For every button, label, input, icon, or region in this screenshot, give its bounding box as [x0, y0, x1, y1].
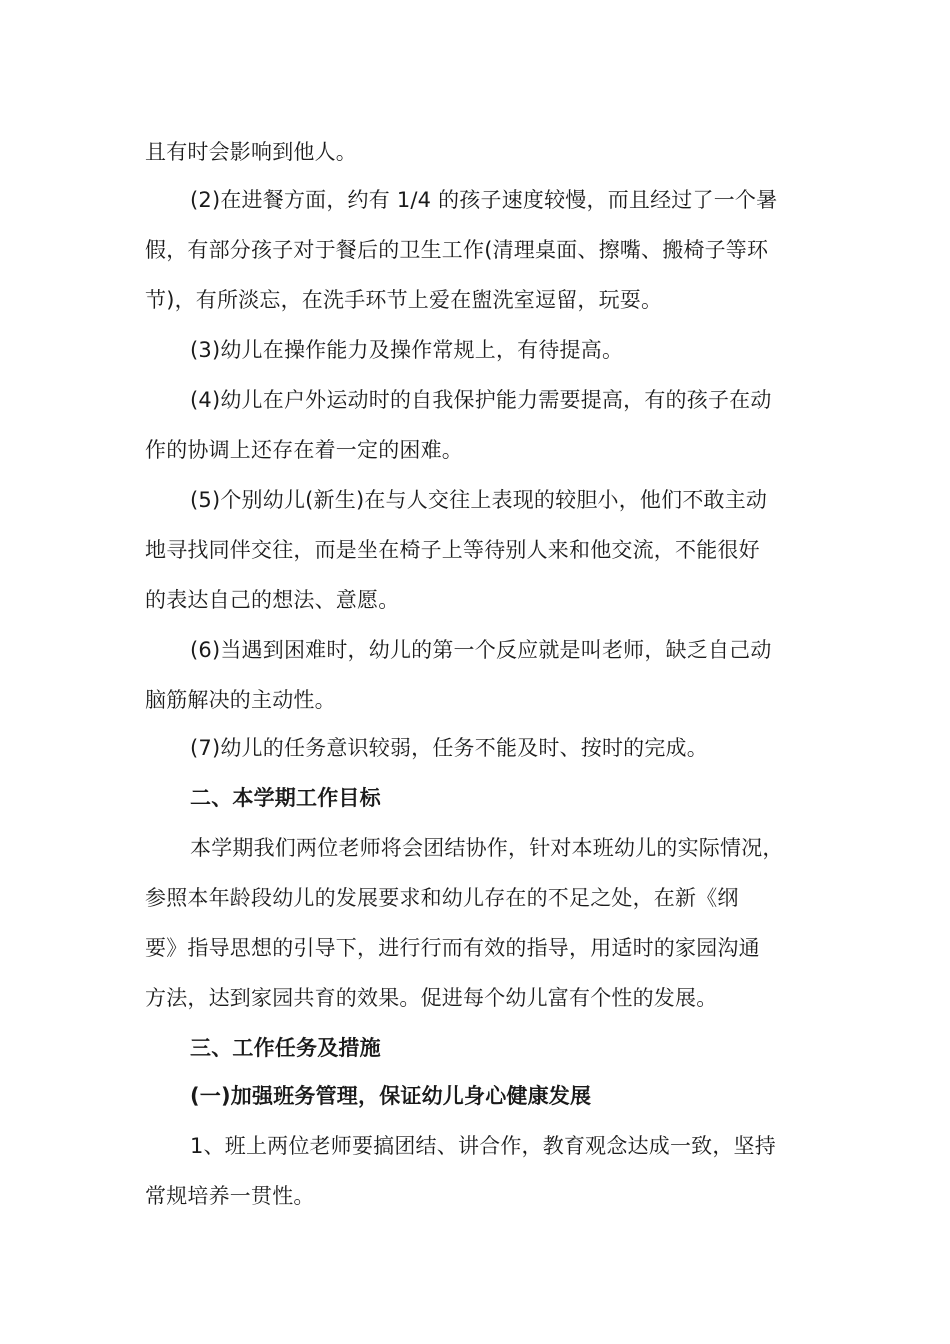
text-line: 方法，达到家园共育的效果。促进每个幼儿富有个性的发展。	[145, 986, 718, 1010]
section-heading: 二、本学期工作目标	[190, 786, 381, 810]
text-line: 的表达自己的想法、意愿。	[145, 588, 400, 612]
text-line: (5)个别幼儿(新生)在与人交往上表现的较胆小，他们不敢主动	[190, 488, 768, 512]
text-line: 作的协调上还存在着一定的困难。	[145, 438, 463, 462]
text-line: 且有时会影响到他人。	[145, 140, 357, 164]
text-line: (3)幼儿在操作能力及操作常规上，有待提高。	[190, 338, 624, 362]
text-line: (2)在进餐方面，约有 1/4 的孩子速度较慢，而且经过了一个暑	[190, 188, 778, 212]
text-line: (7)幼儿的任务意识较弱，任务不能及时、按时的完成。	[190, 736, 708, 760]
text-line: 脑筋解决的主动性。	[145, 688, 336, 712]
section-heading: 三、工作任务及措施	[190, 1036, 381, 1060]
text-line: 常规培养一贯性。	[145, 1184, 315, 1208]
text-line: 要》指导思想的引导下，进行行而有效的指导，用适时的家园沟通	[145, 936, 760, 960]
text-line: 参照本年龄段幼儿的发展要求和幼儿存在的不足之处，在新《纲	[145, 886, 739, 910]
subsection-heading: (一)加强班务管理，保证幼儿身心健康发展	[190, 1084, 592, 1108]
text-line: 地寻找同伴交往，而是坐在椅子上等待别人来和他交流，不能很好	[145, 538, 760, 562]
text-line: 1、班上两位老师要搞团结、讲合作，教育观念达成一致，坚持	[190, 1134, 776, 1158]
text-line: 节)，有所淡忘，在洗手环节上爱在盥洗室逗留，玩耍。	[145, 288, 663, 312]
text-line: 本学期我们两位老师将会团结协作，针对本班幼儿的实际情况，	[190, 836, 784, 860]
text-line: (6)当遇到困难时，幼儿的第一个反应就是叫老师，缺乏自己动	[190, 638, 772, 662]
text-line: 假，有部分孩子对于餐后的卫生工作(清理桌面、擦嘴、搬椅子等环	[145, 238, 769, 262]
text-line: (4)幼儿在户外运动时的自我保护能力需要提高，有的孩子在动	[190, 388, 772, 412]
